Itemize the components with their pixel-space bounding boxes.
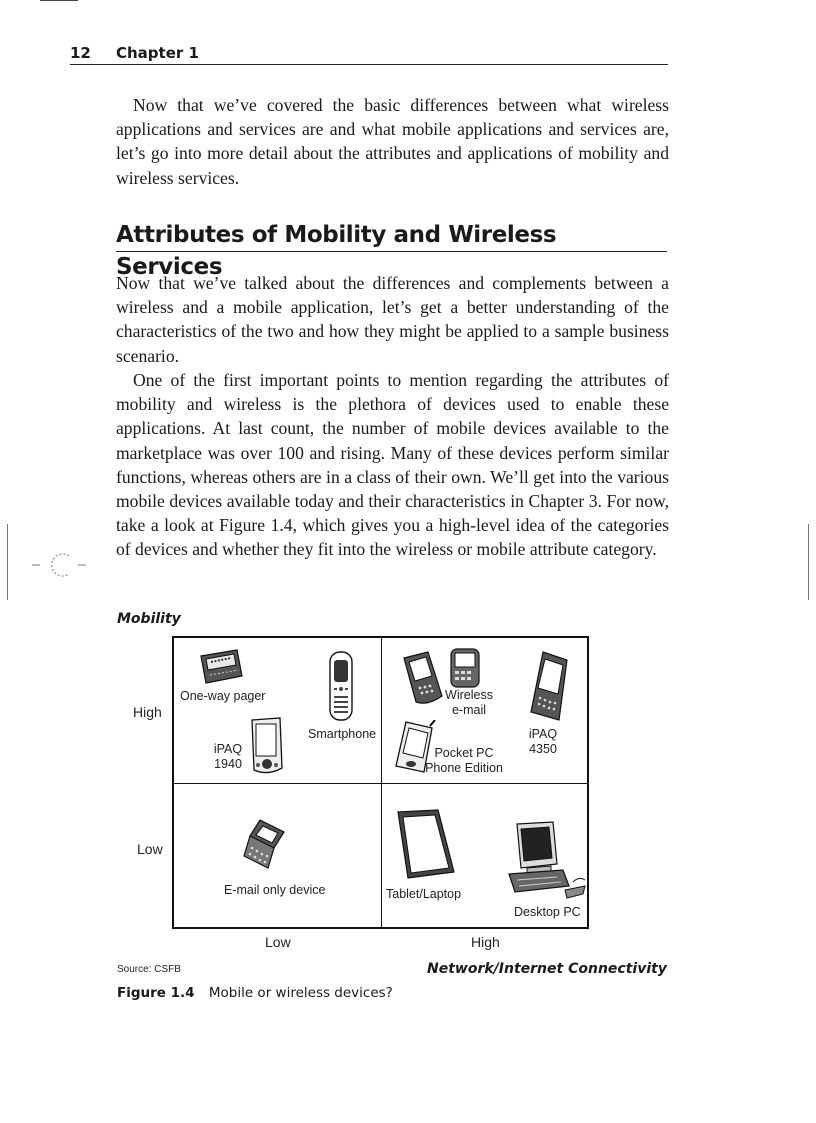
label-pocket-pc-line1: Pocket PC xyxy=(434,746,494,760)
smartphone-icon xyxy=(326,650,356,722)
label-wireless-email xyxy=(440,688,498,718)
figure-x-axis-title: Network/Internet Connectivity xyxy=(427,961,667,977)
y-tick-high: High xyxy=(133,704,162,720)
registration-mark-icon xyxy=(32,550,86,580)
label-ipaq-4350-line1: iPAQ xyxy=(528,727,558,741)
label-ipaq-1940-line1: iPAQ xyxy=(213,742,243,756)
label-ipaq-1940-line2: 1940 xyxy=(214,757,242,771)
label-ipaq-4350 xyxy=(522,727,564,757)
ipaq-1940-icon xyxy=(244,716,286,776)
y-tick-low: Low xyxy=(137,841,163,857)
label-wireless-email-line1: Wireless xyxy=(445,688,493,702)
email-only-device-icon xyxy=(242,818,288,872)
figure-caption-text: Mobile or wireless devices? xyxy=(208,985,393,1001)
figure-y-axis-title: Mobility xyxy=(117,611,181,627)
label-ipaq-4350-line2: 4350 xyxy=(529,742,557,756)
pager-icon xyxy=(197,648,245,686)
label-pocket-pc-line2: Phone Edition xyxy=(425,761,503,775)
paragraph-2: One of the first important points to mention regarding the attributes of mobility and wireless is the plethora of devices used to enable these applications. At last count, the number of mobile devices available to the marketplace was over 100 and rising. Many of these devices perform similar functions, whereas others are in a class of their own. We’ll get into the various mobile devices available today and their characteristics in Chapter 3. For now, take a look at Figure 1.4, which gives you a high-level idea of the categories of devices and whether they fit into the wireless or mobile attribute category. xyxy=(116,370,669,560)
paragraph-1: Now that we’ve talked about the differences and complements between a wireless and a mobile application, let’s get a better understanding of the characteristics of the two and how they might be applied to a sample business scenario. xyxy=(116,273,669,366)
x-tick-low: Low xyxy=(265,934,291,950)
wireless-handheld-icon xyxy=(448,646,482,690)
label-tablet-laptop: Tablet/Laptop xyxy=(386,887,462,901)
x-tick-high: High xyxy=(471,934,500,950)
figure-caption xyxy=(117,985,393,1001)
wireless-email-device-icon xyxy=(398,650,446,708)
label-one-way-pager: One-way pager xyxy=(180,689,266,703)
label-desktop-pc: Desktop PC xyxy=(514,905,581,919)
label-ipaq-1940 xyxy=(208,742,248,772)
crop-mark-right xyxy=(808,524,809,600)
label-pocket-pc xyxy=(424,746,504,776)
figure-caption-number: Figure 1.4 xyxy=(117,985,195,1001)
desktop-pc-icon xyxy=(507,820,587,902)
label-wireless-email-line2: e-mail xyxy=(451,703,487,717)
label-smartphone: Smartphone xyxy=(308,727,377,741)
running-head xyxy=(70,42,668,65)
intro-paragraph: Now that we’ve covered the basic differences between what wireless applications and services are and what mobile applications and services are, let’s go into more detail about the attributes and applications of mobility and wireless services. xyxy=(116,95,669,188)
crop-mark-top xyxy=(40,0,78,1)
grid-divider-horizontal xyxy=(174,783,587,784)
ipaq-4350-icon xyxy=(527,650,573,724)
crop-mark-left xyxy=(7,524,8,600)
tablet-icon xyxy=(394,808,458,880)
page-number: 12 xyxy=(70,44,91,62)
chapter-title: Chapter 1 xyxy=(116,44,199,62)
label-email-only-device: E-mail only device xyxy=(224,883,326,897)
figure-source: Source: CSFB xyxy=(117,964,181,975)
section-heading: Attributes of Mobility and Wireless Services xyxy=(116,219,667,252)
